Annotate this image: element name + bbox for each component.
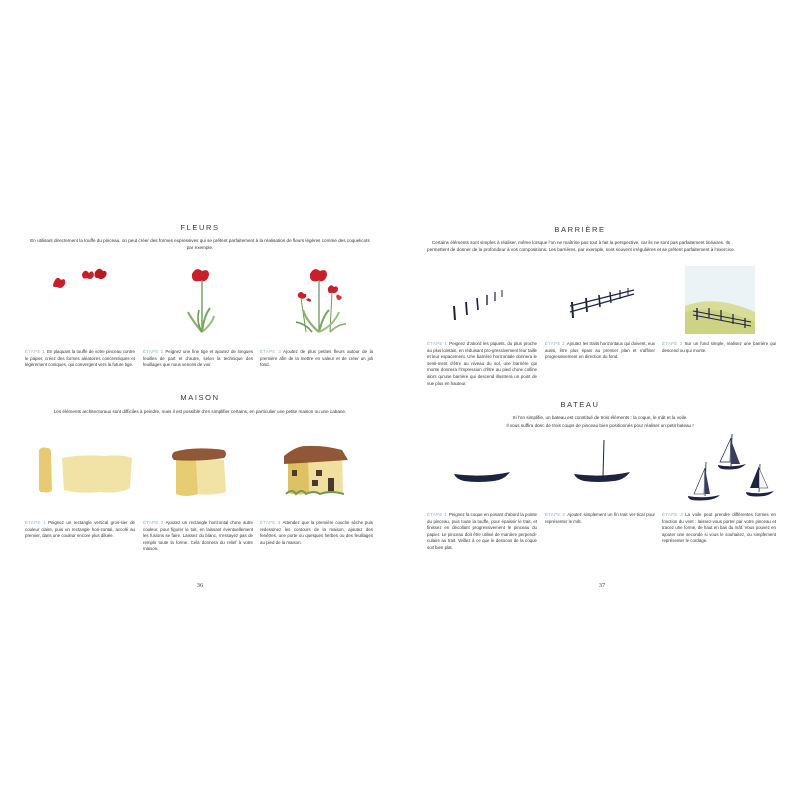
maison-step-3 [260,520,373,546]
step-label: ÉTAPE 2 [545,341,565,346]
step-text: Peignez la coque en posant d’abord la pointe du pinceau, puis toute la touffe, pour épaissir le trait, et finissez en décollant progressivement le pinceau du papier. Le pinceau doit être utilisé de manière perpendi-culaire au trait. Veillez à ce que le dessous de la coque soit bien plat. [427,512,537,550]
fleurs-step-2 [143,349,253,369]
step-label: ÉTAPE 1 [427,512,447,517]
fence-step1-illustration [450,282,510,324]
right-page [400,0,800,800]
house-step2-illustration [170,446,232,500]
step-text: Ajoutez de plus petites fleurs autour de la première afin de la mettre en valeur et de créer un joli fond. [260,349,374,368]
section-title-barriere: BARRIÈRE [554,225,606,234]
boat-step2-illustration [570,436,634,486]
house-step1-illustration [34,444,138,500]
maison-step-2 [143,520,253,553]
step-label: ÉTAPE 3 [662,341,683,346]
section-intro-bateau-1: Si l’on simplifie, un bateau est constitué de trois éléments : la coque, le mât et la voile. [512,415,688,420]
barriere-step-3 [662,341,776,354]
step-label: ÉTAPE 2 [143,349,164,354]
maison-step-1 [25,520,135,540]
fleurs-step-3 [260,349,373,369]
step-text: Peignez une fine tige et ajoutez de longues feuilles de part et d’autre, selon la technique des feuillages que nous venons de voir. [143,349,253,368]
step-text: Peignez d’abord les piquets, du plus proche au plus lointain, en réduisant pro-gressivement leur taille et leur espacement. Une barrière horizontale donnera le senti-ment d’être au niveau du sol, une barrière qui monte donnera l’impression d’être au pied d’une colline alors qu’une barrière qui descend illustrera un point de vue plus en hauteur. [427,341,537,386]
bateau-step-1 [427,512,537,552]
step-label: ÉTAPE 1 [427,341,448,346]
poppy-step3-illustration [292,266,356,338]
section-intro-maison: Les éléments architecturaux sont difficiles à peindre, mais il est possible d’en simplifier certains, en particulier une petite maison ou une cabane. [53,409,347,414]
fence-step2-illustration [568,284,640,322]
bateau-step-2 [545,512,655,525]
barriere-step-1 [427,341,537,387]
section-intro-bateau-2: Il vous suffira donc de trois coups de pinceau bien positionnés pour réaliser un petit bateau ! [506,423,694,428]
poppy-step1-illustration [40,262,150,302]
step-text: La voile peut prendre différentes formes en fonction du vent : laissez-vous porter par votre pinceau et tracez une forme, de haut en bas du mât. Vous pouvez en ajouter une seconde si vous le souhaitez, ou simplement représenter le cordage. [662,512,776,544]
step-text: Sur un fond simple, réalisez une barrière qui descend ou qui monte. [662,341,776,353]
section-title-fleurs: FLEURS [180,223,220,232]
step-label: ÉTAPE 2 [143,520,164,525]
section-title-maison: MAISON [180,393,220,402]
section-title-bateau: BATEAU [560,400,600,409]
step-text: Ajoutez un rectangle horizontal d’une autre couleur, pour figurer le toit, en laissant éventuellement les fusions se faire. Laissez du blanc, n’essayez pas de remplir toute la forme. Cela donnera du relief à votre maison. [143,520,253,552]
step-label: ÉTAPE 3 [260,520,281,525]
poppy-step2-illustration [178,266,228,338]
house-step3-illustration [282,444,352,500]
step-label: ÉTAPE 3 [662,512,684,517]
section-intro-barriere: Certains éléments sont simples à réaliser, même lorsque l’on ne maîtrise pas tout à fait la perspective, car ils ne sont pas parfaitement linéaires. Ils permettent de donner de la profondeur à vos compositions. Les barrières, par exemple, sont souvent irrégulières et se prêtent parfaitement à l’exercice. [427,240,735,252]
boat-step1-illustration [450,466,514,486]
step-label: ÉTAPE 1 [25,349,45,354]
page-number: 36 [196,582,204,589]
boat-step3-illustration [680,432,776,504]
step-text: Ajoutez les traits horizontaux qui doivent, eux aussi, être plus épais au premier plan et s’affiner progressivement en direction du fond. [545,341,655,360]
fleurs-step-1 [25,349,135,369]
fence-step3-illustration [685,266,755,334]
step-label: ÉTAPE 1 [25,520,47,525]
bateau-step-3 [662,512,776,545]
step-text: En plaquant la touffe de votre pinceau contre le papier, créez des formes aléatoires concentriques et légèrement coniques, qui convergent vers la future tige. [25,349,135,368]
section-intro-fleurs: En utilisant directement la touffe du pinceau, on peut créer des formes expressives qui se prêtent parfaitement à la réalisation de fleurs légères comme des coquelicots par exemple. [30,238,370,250]
step-text: Attendez que la première couche sèche puis redessinez les contours de la maison, ajoutez des fenêtres, une porte ou quelques herbes ou des feuillages au pied de la maison. [260,520,373,545]
page-number: 37 [598,582,606,589]
step-label: ÉTAPE 3 [260,349,282,354]
step-text: Ajoutez simplement un fin trait ver-tical pour représenter le mât. [545,512,655,524]
step-text: Peignez un rectangle vertical gros-sier de couleur claire, puis un rectangle hori-zontal, accolé au premier, dans une couleur encore plus diluée. [25,520,135,539]
barriere-step-2 [545,341,655,361]
step-label: ÉTAPE 2 [545,512,566,517]
